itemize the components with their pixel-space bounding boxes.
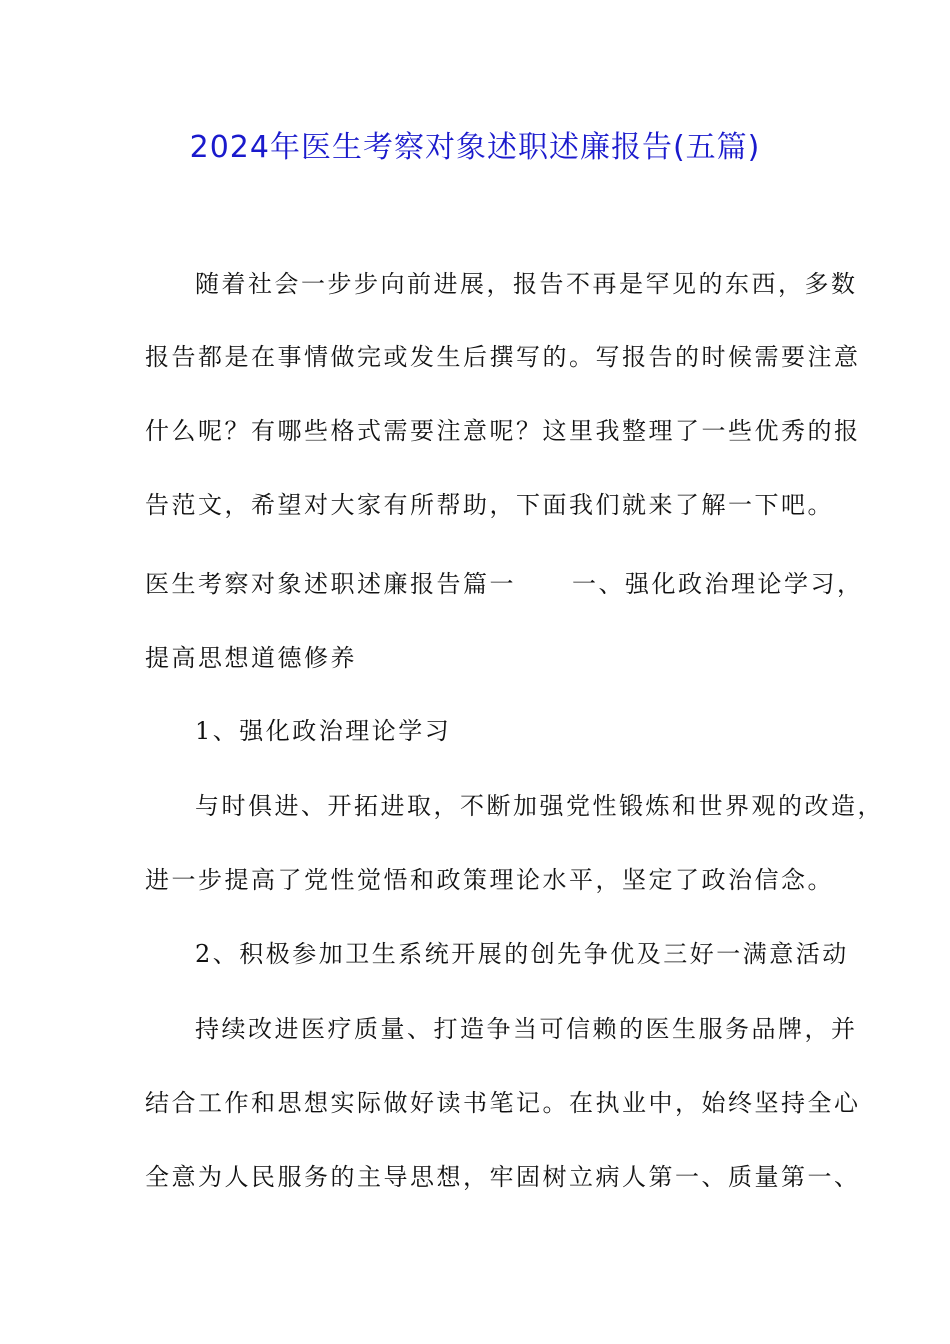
section-heading-line <box>145 568 864 600</box>
paragraph-line: 随着社会一步步向前进展，报告不再是罕见的东西，多数 <box>195 270 858 298</box>
subsection-title: 一、强化政治理论学习， <box>572 570 864 598</box>
paragraph-line: 结合工作和思想实际做好读书笔记。在执业中，始终坚持全心 <box>145 1089 861 1117</box>
paragraph-line: 告范文，希望对大家有所帮助，下面我们就来了解一下吧。 <box>145 491 834 519</box>
paragraph-line: 全意为人民服务的主导思想，牢固树立病人第一、质量第一、 <box>145 1163 861 1191</box>
paragraph-line: 什么呢？有哪些格式需要注意呢？这里我整理了一些优秀的报 <box>145 417 861 445</box>
paragraph-line: 持续改进医疗质量、打造争当可信赖的医生服务品牌，并 <box>195 1015 858 1043</box>
paragraph-line: 报告都是在事情做完或发生后撰写的。写报告的时候需要注意 <box>145 343 861 371</box>
paragraph-line: 提高思想道德修养 <box>145 644 357 672</box>
list-heading: 2、积极参加卫生系统开展的创先争优及三好一满意活动 <box>195 940 849 968</box>
paragraph-line: 进一步提高了党性觉悟和政策理论水平，坚定了政治信念。 <box>145 866 834 894</box>
document-title: 2024年医生考察对象述职述廉报告(五篇) <box>189 130 761 165</box>
section-title: 医生考察对象述职述廉报告篇一 <box>145 570 516 598</box>
paragraph-line: 与时俱进、开拓进取，不断加强党性锻炼和世界观的改造， <box>195 792 884 820</box>
list-heading: 1、强化政治理论学习 <box>195 717 452 745</box>
